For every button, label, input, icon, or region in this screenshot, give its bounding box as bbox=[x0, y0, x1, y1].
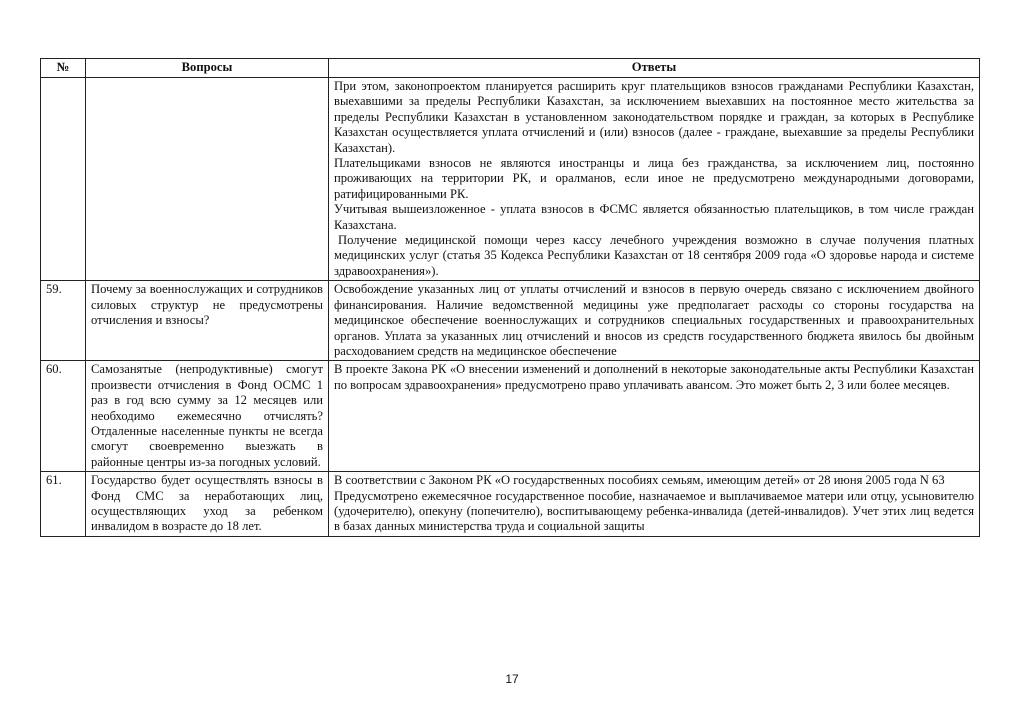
answer-paragraph: Предусмотрено ежемесячное государственное пособие, назначаемое и выплачиваемое матери или отцу, усыновителю (удочерителю), опекуну (попечителю), воспитывающему ребенка-инвалида (детей-инвалидов). Учет этих лиц ведется в базах данных министерства труда и социальной защиты bbox=[334, 488, 974, 534]
answer-cell bbox=[329, 472, 980, 537]
answer-cell bbox=[329, 78, 980, 281]
question-cell: Государство будет осуществлять взносы в Фонд СМС за неработающих лиц, осуществляющих уход за ребенком инвалидом в возрасте до 18 лет. bbox=[86, 472, 329, 537]
answer-paragraph: Получение медицинской помощи через кассу лечебного учреждения возможно в случае получения платных медицинских услуг (статья 35 Кодекса Республики Казахстан от 18 сентября 2009 года «О здоровье народа и системе здравоохранения»). bbox=[334, 233, 974, 278]
header-questions: Вопросы bbox=[86, 59, 329, 78]
question-cell: Почему за военнослужащих и сотрудников силовых структур не предусмотрены отчисления и взносы? bbox=[86, 281, 329, 361]
table-row bbox=[41, 472, 980, 537]
answer-paragraph: При этом, законопроектом планируется расширить круг плательщиков взносов гражданами Республики Казахстан, выехавшими за пределы Республики Казахстан, за исключением выехавших на постоянное место жительства за пределы Республики Казахстан в установленном законодательством порядке и граждан, за которых в Республике Казахстан осуществляется уплата отчислений и (или) взносов (далее - граждане, выехавшие за пределы Республики Казахстан). bbox=[334, 79, 974, 155]
question-cell bbox=[86, 78, 329, 281]
row-number: 59. bbox=[41, 281, 86, 361]
answer-paragraph: Учитывая вышеизложенное - уплата взносов в ФСМС является обязанностью плательщиков, в том числе граждан Казахстана. bbox=[334, 202, 974, 232]
table-row bbox=[41, 281, 980, 361]
row-number bbox=[41, 78, 86, 281]
page-number: 17 bbox=[505, 672, 519, 686]
row-number: 61. bbox=[41, 472, 86, 537]
header-answers: Ответы bbox=[329, 59, 980, 78]
table-row bbox=[41, 361, 980, 472]
table-row bbox=[41, 78, 980, 281]
answer-paragraph: Освобождение указанных лиц от уплаты отчислений и взносов в первую очередь связано с исключением двойного финансирования. Наличие ведомственной медицины уже предполагает расходы со стороны государства на медицинское обеспечение военнослужащих и сотрудников специальных государственных и правоохранительных органов. Уплата за указанных лиц отчислений и вносов из средств государственного бюджета явилось бы двойным расходованием средств на медицинское обеспечение bbox=[334, 282, 974, 358]
question-cell: Самозанятые (непродуктивные) смогут произвести отчисления в Фонд ОСМС 1 раз в год всю сумму за 12 месяцев или необходимо ежемесячно отчислять? Отдаленные населенные пункты не всегда смогут своевременно выезжать в районные центры из-за погодных условий. bbox=[86, 361, 329, 472]
table-header-row bbox=[41, 59, 980, 78]
row-number: 60. bbox=[41, 361, 86, 472]
answer-paragraph: В проекте Закона РК «О внесении изменений и дополнений в некоторые законодательные акты Республики Казахстан по вопросам здравоохранения» предусмотрено право уплачивать авансом. Это может быть 2, 3 или более месяцев. bbox=[334, 362, 974, 392]
answer-paragraph: В соответствии с Законом РК «О государственных пособиях семьям, имеющим детей» от 28 июня 2005 года N 63 bbox=[334, 473, 945, 488]
answer-cell bbox=[329, 361, 980, 472]
header-num: № bbox=[41, 59, 86, 78]
answer-cell bbox=[329, 281, 980, 361]
answer-paragraph: Плательщиками взносов не являются иностранцы и лица без гражданства, за исключением лиц, постоянно проживающих на территории РК, и оралманов, если иное не предусмотрено международными договорами, ратифицированными РК. bbox=[334, 156, 974, 201]
qa-table bbox=[40, 58, 980, 537]
